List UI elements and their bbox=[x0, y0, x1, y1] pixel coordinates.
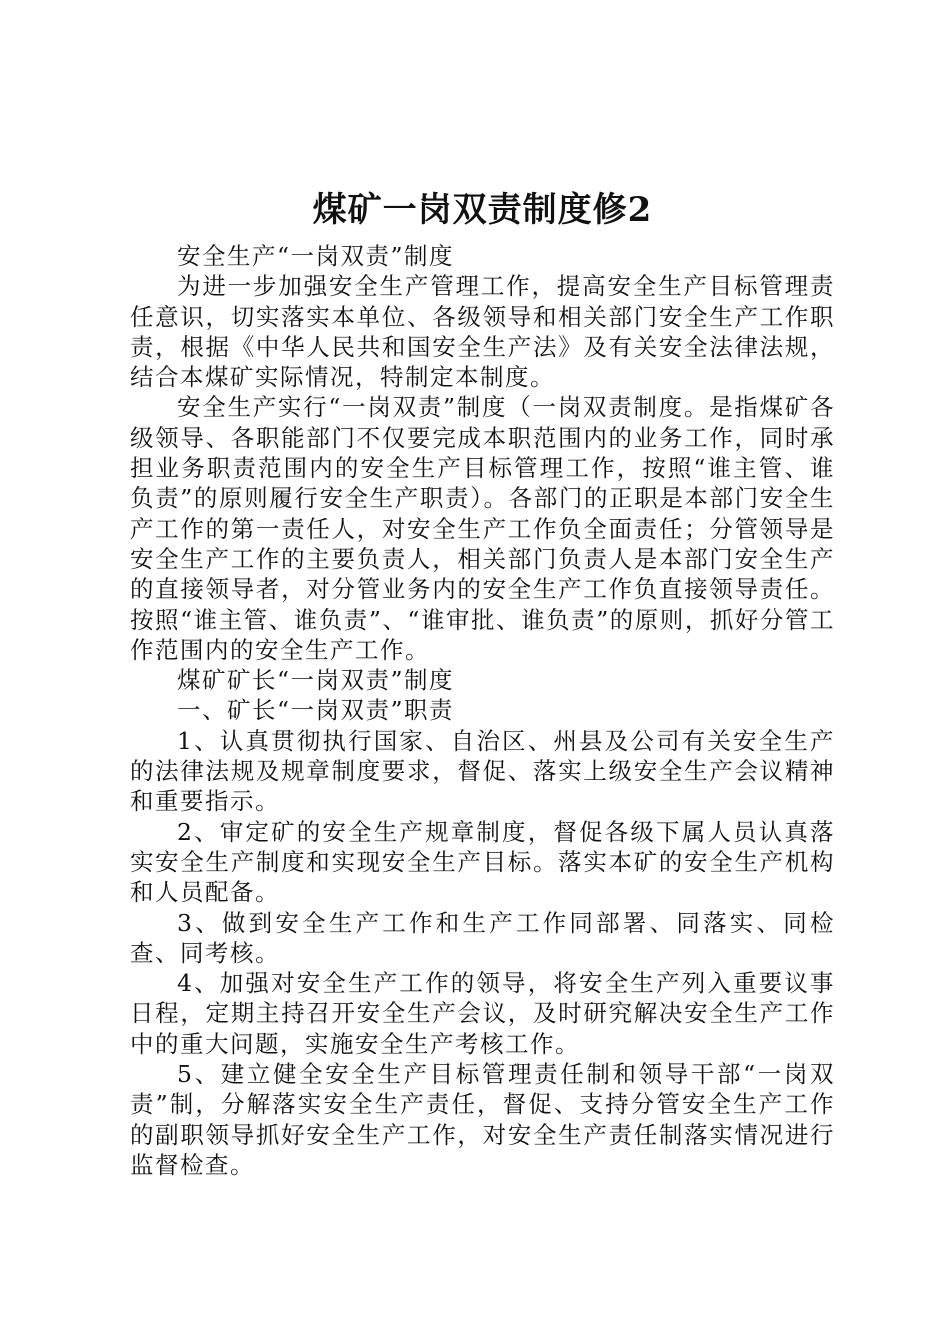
list-item: 1、认真贯彻执行国家、自治区、州县及公司有关安全生产的法律法规及规章制度要求，督促、落实上级安全生产会议精神和重要指示。 bbox=[130, 726, 835, 816]
paragraph: 安全生产实行“一岗双责”制度（一岗双责制度。是指煤矿各级领导、各职能部门不仅要完成本职范围内的业务工作，同时承担业务职责范围内的安全生产目标管理工作，按照“谁主管、谁负责”的原则履行安全生产职责）。各部门的正职是本部门安全生产工作的第一责任人，对安全生产工作负全面责任；分管领导是安全生产工作的主要负责人，相关部门负责人是本部门安全生产的直接领导者，对分管业务内的安全生产工作负直接领导责任。按照“谁主管、谁负责”、“谁审批、谁负责”的原则，抓好分管工作范围内的安全生产工作。 bbox=[130, 393, 835, 664]
section-heading: 煤矿矿长“一岗双责”制度 bbox=[177, 666, 455, 695]
document-title: 煤矿一岗双责制度修2 bbox=[312, 190, 653, 230]
list-item: 3、做到安全生产工作和生产工作同部署、同落实、同检查、同考核。 bbox=[130, 908, 835, 967]
paragraph: 为进一步加强安全生产管理工作，提高安全生产目标管理责任意识，切实落实本单位、各级领导和相关部门安全生产工作职责，根据《中华人民共和国安全生产法》及有关安全法律法规，结合本煤矿实际情况，特制定本制度。 bbox=[130, 272, 835, 392]
list-item: 5、建立健全安全生产目标管理责任制和领导干部“一岗双责”制，分解落实安全生产责任，督促、支持分管安全生产工作的副职领导抓好安全生产工作，对安全生产责任制落实情况进行监督检查。 bbox=[130, 1060, 835, 1179]
section-heading: 安全生产“一岗双责”制度 bbox=[177, 242, 455, 270]
document-page bbox=[130, 185, 835, 1180]
subsection-heading: 一、矿长“一岗双责”职责 bbox=[177, 696, 455, 725]
list-item: 4、加强对安全生产工作的领导，将安全生产列入重要议事日程，定期主持召开安全生产会议，及时研究解决安全生产工作中的重大问题，实施安全生产考核工作。 bbox=[130, 969, 835, 1058]
list-item: 2、审定矿的安全生产规章制度，督促各级下属人员认真落实安全生产制度和实现安全生产目标。落实本矿的安全生产机构和人员配备。 bbox=[130, 817, 835, 907]
